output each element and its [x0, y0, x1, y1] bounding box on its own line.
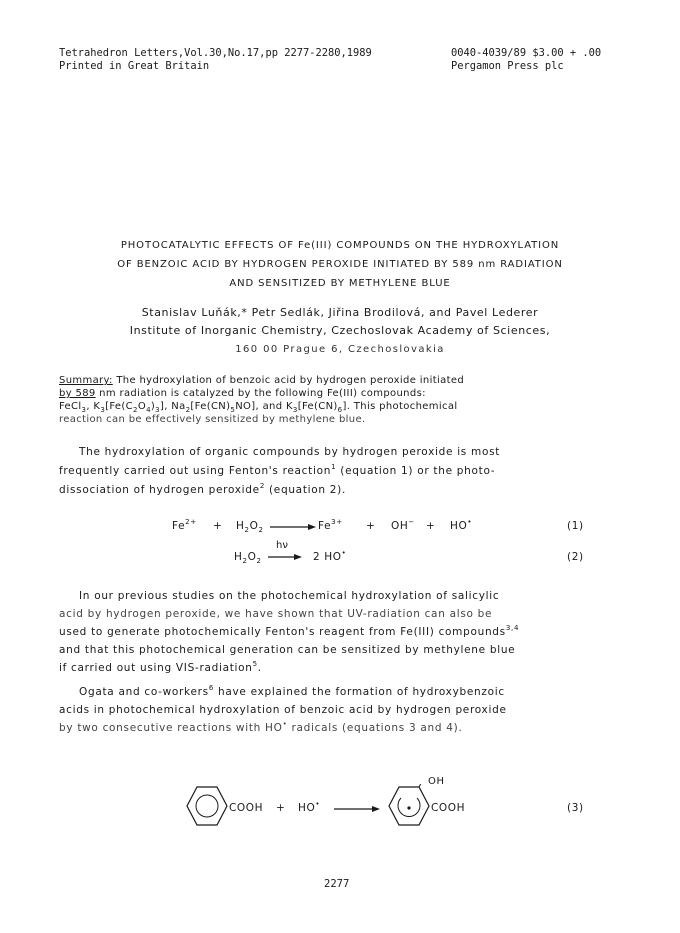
para3-line-2: acids in photochemical hydroxylation of benzoic acid by hydrogen peroxide [59, 704, 507, 716]
authors: Stanislav Luňák,* Petr Sedlák, Jiřina Brodilová, and Pavel Lederer [141, 306, 539, 319]
para2-line-5: if carried out using VIS-radiation$^5$. [59, 660, 262, 674]
eq1-plus-2: + [366, 520, 376, 532]
para2-line-4: and that this photochemical generation can be sensitized by methylene blue [59, 644, 516, 656]
summary-line-1: Summary: The hydroxylation of benzoic acid by hydrogen peroxide initiated [59, 375, 465, 386]
eq3-cooh-reactant: COOH [229, 802, 264, 814]
eq2-h2o2: $H_2O_2$ [234, 551, 262, 565]
publisher: Pergamon Press plc [451, 60, 564, 72]
eq1-plus-3: + [426, 520, 436, 532]
eq1-number: (1) [567, 520, 584, 532]
eq3-cooh-product: COOH [431, 802, 466, 814]
eq1-fe2: $Fe^{2+}$ [172, 518, 197, 532]
eq1-oh: OH− [391, 518, 415, 532]
eq1-plus-1: + [213, 520, 223, 532]
eq1-fe3: $Fe^{3+}$ [318, 518, 343, 532]
para1-line-1: The hydroxylation of organic compounds by hydrogen peroxide is most [79, 446, 501, 458]
para1-line-2: frequently carried out using Fenton's reaction$^1$ (equation 1) or the photo- [59, 463, 496, 477]
eq3-plus: + [276, 802, 286, 814]
price-code: 0040-4039/89 $3.00 + .00 [451, 47, 602, 59]
photolysis-arrow-icon [268, 550, 302, 562]
title-line-1: PHOTOCATALYTIC EFFECTS OF Fe(III) COMPOUNDS ON THE HYDROXYLATION [120, 240, 560, 251]
reaction-arrow-icon [334, 802, 380, 814]
hydroxycyclohexadienyl-radical-icon [385, 784, 433, 828]
eq2-hv: hν [276, 540, 288, 551]
eq3-ho: HO• [298, 800, 321, 814]
para1-line-3: dissociation of hydrogen peroxide$^2$ (equation 2). [59, 482, 346, 496]
eq2-number: (2) [567, 551, 584, 563]
reaction-arrow-icon [270, 520, 316, 532]
printed-in: Printed in Great Britain [59, 60, 210, 72]
para2-line-2: acid by hydrogen peroxide, we have shown that UV-radiation can also be [59, 608, 493, 620]
summary-label: Summary: [59, 375, 113, 386]
affiliation: Institute of Inorganic Chemistry, Czechoslovak Academy of Sciences, [129, 324, 551, 337]
benzene-ring-icon [185, 784, 229, 828]
eq1-ho: HO• [450, 518, 473, 532]
eq1-h2o2: $H_2O_2$ [236, 520, 264, 534]
para2-line-3: used to generate photochemically Fenton's reagent from Fe(III) compounds$^{3,4}$ [59, 624, 520, 638]
para3-line-3: by two consecutive reactions with HO• radicals (equations 3 and 4). [59, 720, 463, 734]
address: 160 00 Prague 6, Czechoslovakia [235, 344, 445, 355]
eq3-oh-substituent: OH [428, 776, 445, 787]
page-number: 2277 [324, 878, 350, 890]
para2-line-1: In our previous studies on the photochemical hydroxylation of salicylic [79, 590, 500, 602]
summary-line-4: reaction can be effectively sensitized by methylene blue. [59, 414, 366, 425]
summary-line-3: FeCl$_3$, $K_3[Fe(C_2O_4)_3]$, $Na_2[Fe(CN)_5NO]$, and $K_3[Fe(CN)_6]$. This photochemical [59, 401, 458, 414]
title-line-3: AND SENSITIZED BY METHYLENE BLUE [229, 278, 451, 289]
title-line-2: OF BENZOIC ACID BY HYDROGEN PEROXIDE INITIATED BY 589 nm RADIATION [117, 259, 563, 270]
eq3-number: (3) [567, 802, 584, 814]
eq2-product: 2 HO• [313, 549, 347, 563]
journal-citation: Tetrahedron Letters,Vol.30,No.17,pp 2277-2280,1989 [59, 47, 372, 59]
summary-line-2: by 589 nm radiation is catalyzed by the following Fe(III) compounds: [59, 388, 426, 399]
para3-line-1: Ogata and co-workers$^6$ have explained the formation of hydroxybenzoic [79, 684, 505, 698]
